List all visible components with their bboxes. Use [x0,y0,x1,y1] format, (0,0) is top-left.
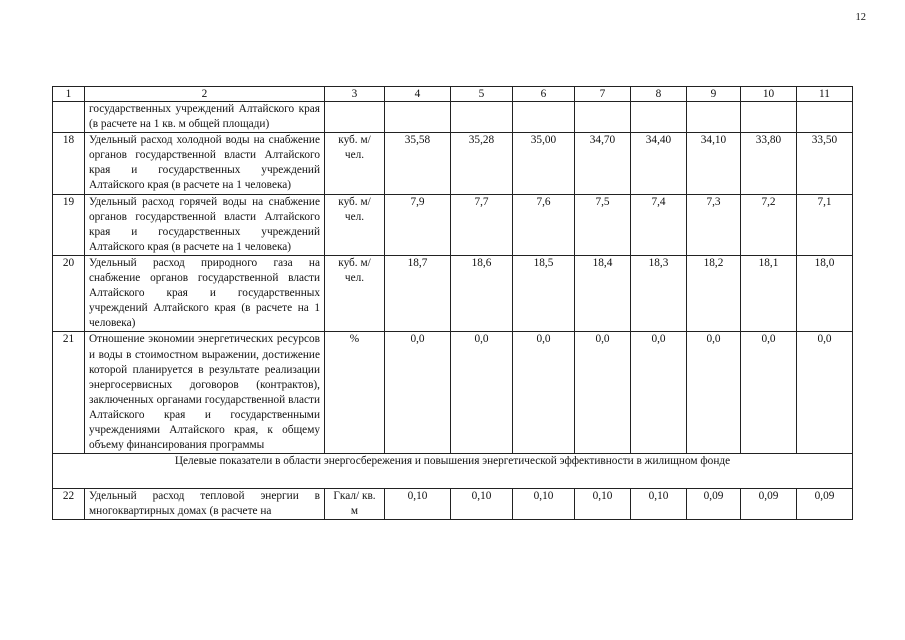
value-cell: 7,1 [797,194,853,255]
section-title: Целевые показатели в области энергосбережения и повышения энергетической эффективности в жилищном фонде [53,454,853,489]
column-number: 1 [53,87,85,102]
value-cell: 7,4 [631,194,687,255]
value-cell: 0,0 [741,332,797,454]
unit-cell: куб. м/ чел. [325,133,385,194]
value-cell [687,102,741,133]
value-cell: 35,28 [451,133,513,194]
table-row [53,489,853,520]
column-number: 10 [741,87,797,102]
value-cell: 7,6 [513,194,575,255]
indicator-description: Отношение экономии энергетических ресурсов и воды в стоимостном выражении, достижение которой планируется в результате реализации энергосервисных договоров (контрактов), заключенных органами государственной власти Алтайского края и государственными учреждениями Алтайского края, к общему объему финансирования программы [85,332,325,454]
indicator-description: Удельный расход горячей воды на снабжение органов государственной власти Алтайского края и государственных учреждений Алтайского края (в расчете на 1 человека) [85,194,325,255]
value-cell: 18,2 [687,255,741,331]
value-cell: 18,1 [741,255,797,331]
indicator-description: Удельный расход природного газа на снабжение органов государственной власти Алтайского края и государственных учреждений Алтайского края (в расчете на 1 человека) [85,255,325,331]
value-cell: 0,09 [741,489,797,520]
value-cell: 34,70 [575,133,631,194]
unit-cell: куб. м/ чел. [325,255,385,331]
row-number: 22 [53,489,85,520]
value-cell: 0,10 [451,489,513,520]
value-cell: 7,2 [741,194,797,255]
value-cell: 18,4 [575,255,631,331]
value-cell: 7,7 [451,194,513,255]
value-cell: 33,80 [741,133,797,194]
column-number: 6 [513,87,575,102]
value-cell: 0,0 [451,332,513,454]
value-cell [797,102,853,133]
value-cell: 0,09 [797,489,853,520]
row-number: 19 [53,194,85,255]
value-cell: 35,58 [385,133,451,194]
column-number: 2 [85,87,325,102]
value-cell: 35,00 [513,133,575,194]
row-number [53,102,85,133]
table-row [53,332,853,454]
value-cell: 0,10 [385,489,451,520]
value-cell [385,102,451,133]
value-cell: 7,5 [575,194,631,255]
value-cell: 0,10 [513,489,575,520]
value-cell [741,102,797,133]
indicator-description: государственных учреждений Алтайского края (в расчете на 1 кв. м общей площади) [85,102,325,133]
section-row [53,454,853,489]
indicators-table [52,86,853,520]
unit-cell: % [325,332,385,454]
table-row [53,194,853,255]
page-number: 12 [855,12,866,23]
value-cell: 18,7 [385,255,451,331]
column-number: 8 [631,87,687,102]
column-numbers-row [53,87,853,102]
unit-cell: Гкал/ кв. м [325,489,385,520]
value-cell: 0,0 [513,332,575,454]
value-cell [631,102,687,133]
row-number: 18 [53,133,85,194]
unit-cell [325,102,385,133]
value-cell: 7,9 [385,194,451,255]
column-number: 5 [451,87,513,102]
value-cell: 0,09 [687,489,741,520]
value-cell: 0,10 [631,489,687,520]
table-row [53,133,853,194]
value-cell: 34,10 [687,133,741,194]
value-cell: 0,0 [385,332,451,454]
value-cell: 0,0 [575,332,631,454]
column-number: 9 [687,87,741,102]
indicator-description: Удельный расход холодной воды на снабжение органов государственной власти Алтайского края и государственных учреждений Алтайского края (в расчете на 1 человека) [85,133,325,194]
column-number: 7 [575,87,631,102]
value-cell: 0,0 [687,332,741,454]
value-cell: 0,10 [575,489,631,520]
value-cell: 18,0 [797,255,853,331]
value-cell [575,102,631,133]
column-number: 11 [797,87,853,102]
value-cell: 7,3 [687,194,741,255]
column-number: 3 [325,87,385,102]
value-cell: 34,40 [631,133,687,194]
column-number: 4 [385,87,451,102]
row-number: 20 [53,255,85,331]
value-cell: 18,6 [451,255,513,331]
value-cell: 18,5 [513,255,575,331]
value-cell: 18,3 [631,255,687,331]
table-row [53,255,853,331]
continued-row [53,102,853,133]
row-number: 21 [53,332,85,454]
value-cell: 0,0 [797,332,853,454]
value-cell [451,102,513,133]
indicator-description: Удельный расход тепловой энергии в многоквартирных домах (в расчете на [85,489,325,520]
value-cell: 0,0 [631,332,687,454]
value-cell: 33,50 [797,133,853,194]
value-cell [513,102,575,133]
unit-cell: куб. м/ чел. [325,194,385,255]
